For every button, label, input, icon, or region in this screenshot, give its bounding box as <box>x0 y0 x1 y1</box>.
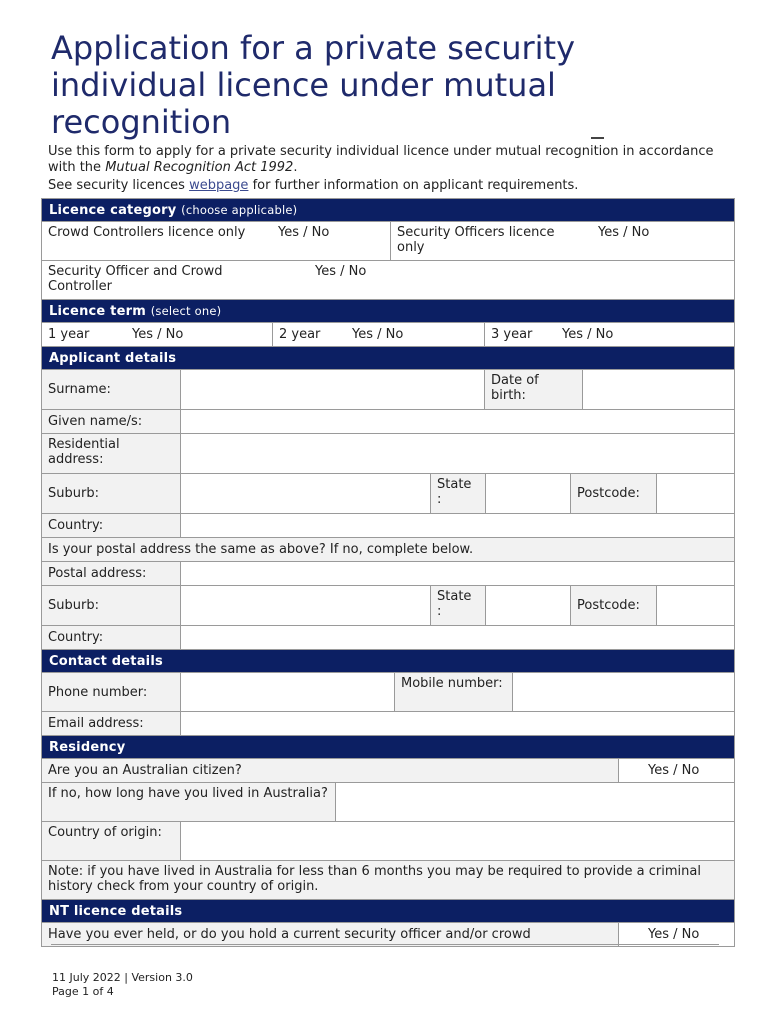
version-info: 11 July 2022 | Version 3.0 <box>52 971 193 984</box>
postal-address-label: Postal address: <box>42 562 180 585</box>
suburb-label: Suburb: <box>42 474 180 513</box>
application-form <box>41 198 735 947</box>
residential-row <box>42 434 734 474</box>
postcode-label: Postcode: <box>570 474 656 513</box>
citizen-question: Are you an Australian citizen? <box>42 759 618 782</box>
decorative-dash <box>591 137 604 139</box>
origin-row <box>42 822 734 861</box>
given-names-label: Given name/s: <box>42 410 180 433</box>
email-input[interactable] <box>180 712 734 735</box>
footer <box>52 971 193 999</box>
postal-address-row <box>42 562 734 586</box>
licence-category-header <box>42 198 734 222</box>
licence-category-row-2 <box>42 261 734 300</box>
postal-country-input[interactable] <box>180 626 734 649</box>
postal-country-label: Country: <box>42 626 180 649</box>
postal-country-row <box>42 626 734 650</box>
nt-question: Have you ever held, or do you hold a current security officer and/or crowd <box>42 923 618 946</box>
postal-address-input[interactable] <box>180 562 734 585</box>
licence-term-row <box>42 323 734 347</box>
surname-row <box>42 370 734 410</box>
intro-link-post: for further information on applicant requirements. <box>248 178 579 193</box>
residency-header: Residency <box>42 736 734 759</box>
origin-label: Country of origin: <box>42 822 180 860</box>
residency-note: Note: if you have lived in Australia for less than 6 months you may be required to provide a criminal history check from your country of origin. <box>42 861 734 899</box>
intro-link-line <box>48 178 738 194</box>
postal-suburb-row <box>42 586 734 626</box>
country-label: Country: <box>42 514 180 537</box>
security-officers-yes-no[interactable]: Yes / No <box>598 225 650 240</box>
term-2-year-yes-no[interactable]: Yes / No <box>352 327 404 342</box>
term-3-year-label: 3 year <box>484 323 556 346</box>
nt-licence-header: NT licence details <box>42 900 734 923</box>
how-long-label: If no, how long have you lived in Australia? <box>42 783 335 821</box>
how-long-row <box>42 783 734 822</box>
residency-note-row <box>42 861 734 900</box>
citizen-row <box>42 759 734 783</box>
residential-label: Residential address: <box>42 434 180 473</box>
licence-term-title: Licence term <box>49 304 146 319</box>
nt-yes-no[interactable]: Yes / No <box>618 923 734 946</box>
licence-category-title: Licence category <box>49 203 177 218</box>
mobile-input[interactable] <box>512 673 734 711</box>
phone-row <box>42 673 734 712</box>
intro-link-pre: See security licences <box>48 178 190 193</box>
given-names-row <box>42 410 734 434</box>
licence-category-row-1 <box>42 222 734 261</box>
page-number: Page 1 of 4 <box>52 985 114 998</box>
act-name: Mutual Recognition Act 1992 <box>105 160 294 175</box>
intro-text-start: Use this form to apply for a private security individual licence under mutual recognition in accordance with the <box>48 144 714 175</box>
contact-details-header: Contact details <box>42 650 734 673</box>
postcode-input[interactable] <box>656 474 734 513</box>
postal-postcode-label: Postcode: <box>570 586 656 625</box>
licence-term-header <box>42 300 734 323</box>
origin-input[interactable] <box>180 822 734 860</box>
given-names-input[interactable] <box>180 410 734 433</box>
surname-label: Surname: <box>42 370 180 409</box>
postal-suburb-input[interactable] <box>180 586 430 625</box>
licence-term-note: (select one) <box>150 304 222 318</box>
footer-divider <box>51 944 719 945</box>
citizen-yes-no[interactable]: Yes / No <box>618 759 734 782</box>
crowd-controllers-label: Crowd Controllers licence only <box>48 225 246 240</box>
country-input[interactable] <box>180 514 734 537</box>
licence-category-note: (choose applicable) <box>181 203 298 217</box>
residential-input[interactable] <box>180 434 734 473</box>
postal-question-row <box>42 538 734 562</box>
how-long-input[interactable] <box>335 783 734 821</box>
postal-state-label: State : <box>430 586 485 625</box>
state-input[interactable] <box>485 474 570 513</box>
security-officers-label: Security Officers licence only <box>390 222 592 260</box>
suburb-row <box>42 474 734 514</box>
postal-question: Is your postal address the same as above? If no, complete below. <box>42 538 734 561</box>
postal-state-input[interactable] <box>485 586 570 625</box>
postal-suburb-label: Suburb: <box>42 586 180 625</box>
phone-label: Phone number: <box>42 673 180 711</box>
surname-input[interactable] <box>180 370 484 409</box>
email-label: Email address: <box>42 712 180 735</box>
applicant-details-header: Applicant details <box>42 347 734 370</box>
mobile-label: Mobile number: <box>394 673 512 711</box>
phone-input[interactable] <box>180 673 394 711</box>
term-3-year-yes-no[interactable]: Yes / No <box>562 327 614 342</box>
email-row <box>42 712 734 736</box>
term-1-year-yes-no[interactable]: Yes / No <box>132 327 184 342</box>
webpage-link[interactable]: webpage <box>189 178 249 193</box>
combined-licence-yes-no[interactable]: Yes / No <box>315 264 367 279</box>
state-label: State : <box>430 474 485 513</box>
term-1-year-label: 1 year <box>48 327 90 342</box>
country-row <box>42 514 734 538</box>
postal-postcode-input[interactable] <box>656 586 734 625</box>
dob-input[interactable] <box>582 370 734 409</box>
intro-text <box>48 144 738 176</box>
dob-label: Date of birth: <box>484 370 582 409</box>
term-2-year-label: 2 year <box>272 323 346 346</box>
page-title: Application for a private security individual licence under mutual recognition <box>51 29 575 141</box>
combined-licence-label: Security Officer and Crowd Controller <box>48 264 223 294</box>
intro-text-end: . <box>293 160 298 175</box>
crowd-controllers-yes-no[interactable]: Yes / No <box>278 225 330 240</box>
suburb-input[interactable] <box>180 474 430 513</box>
